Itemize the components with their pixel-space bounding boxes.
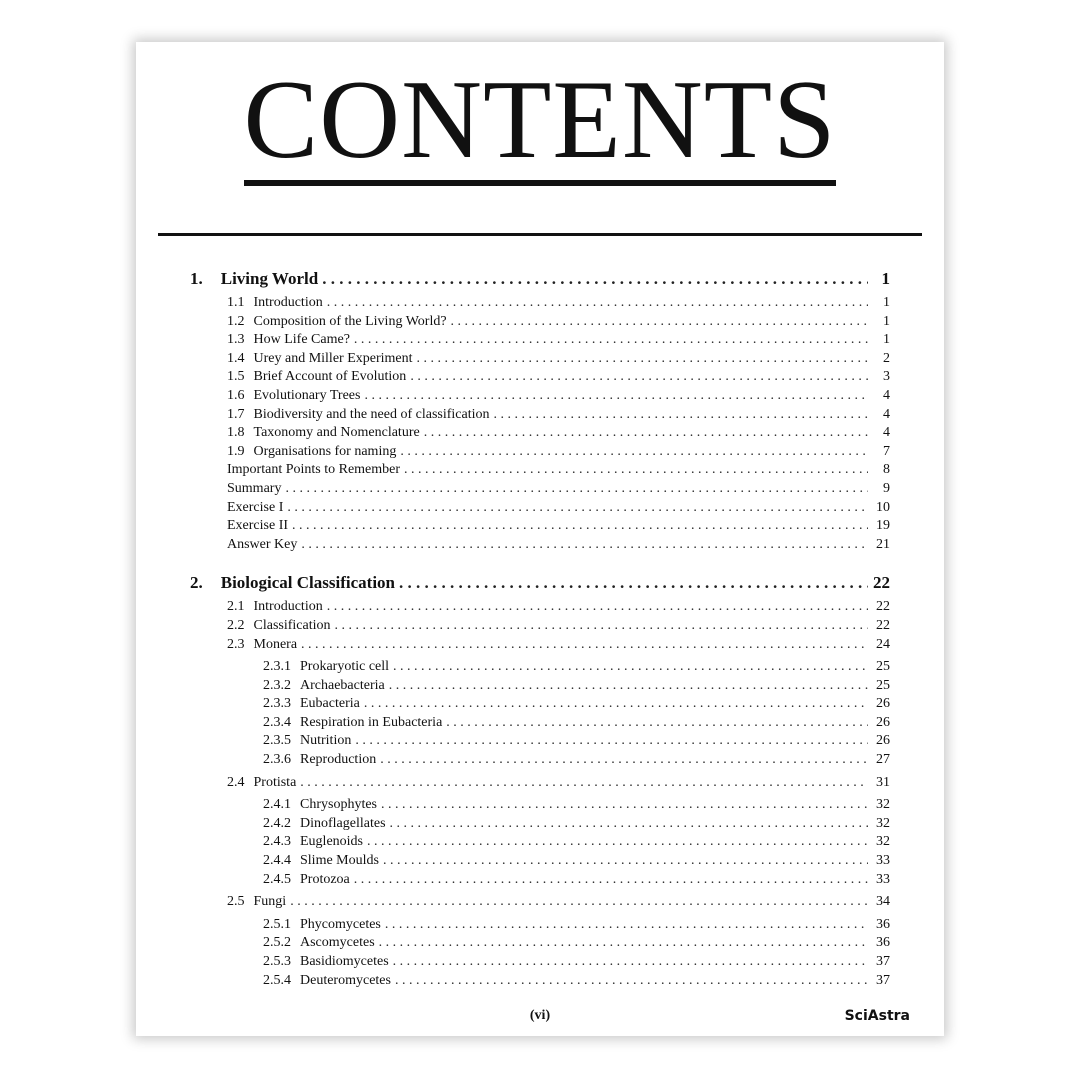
entry-page-number: 27 [876,752,890,768]
entry-label [227,499,283,518]
toc-section-entry[interactable] [190,313,890,332]
entry-title: Ascomycetes [300,935,375,951]
toc-section-entry[interactable] [190,893,890,912]
toc-section-entry[interactable] [190,617,890,636]
entry-title: Important Points to Remember [227,462,401,478]
entry-number: 2.4.4 [263,853,291,869]
entry-number: 2.4.1 [263,797,291,813]
entry-number: 2.3.1 [263,659,291,675]
entry-page-number: 7 [883,443,890,459]
entry-label [227,617,331,636]
dot-leader [410,368,868,387]
dot-leader [287,499,868,518]
entry-page-number: 26 [876,733,890,749]
entry-title: Euglenoids [300,834,363,850]
entry-page-number: 1 [881,269,890,288]
toc-section-entry[interactable] [190,443,890,462]
table-of-contents [190,264,890,994]
dot-leader [301,636,868,655]
entry-title: Phycomycetes [300,916,381,932]
entry-label [227,387,360,406]
entry-label [263,871,350,890]
entry-label [263,732,351,751]
toc-subsection-entry[interactable] [190,714,890,733]
toc-section-entry[interactable] [190,499,890,518]
entry-label [263,658,389,677]
entry-number: 2.3.5 [263,733,291,749]
entry-page-number: 22 [873,573,890,593]
entry-number: 2.4.5 [263,871,291,887]
dot-leader [451,313,868,332]
entry-number: 1.5 [227,369,245,385]
entry-page-number: 25 [876,659,890,675]
entry-number: 1.6 [227,387,245,403]
entry-label [263,953,389,972]
dot-leader [446,714,868,733]
toc-section-entry[interactable] [190,536,890,555]
entry-title: Summary [227,480,282,496]
entry-title: Brief Account of Evolution [253,369,407,385]
entry-page-number: 22 [876,617,890,633]
entry-title: Protozoa [300,871,350,887]
entry-number: 2.4.3 [263,834,291,850]
dot-leader [395,972,868,991]
dot-leader [300,774,868,793]
entry-page-number: 34 [876,894,890,910]
entry-page-number: 37 [876,954,890,969]
chapter-heading[interactable] [190,264,890,294]
dot-leader [354,331,868,350]
entry-page-number: 26 [876,696,890,712]
entry-page-number: 8 [883,462,890,478]
entry-label [263,695,360,714]
dot-leader [367,833,868,852]
toc-section-entry[interactable] [190,480,890,499]
dot-leader [364,387,868,406]
dot-leader [404,461,868,480]
entry-number: 1.8 [227,425,245,441]
dot-leader [322,264,868,294]
entry-label [227,331,350,350]
entry-title: Organisations for naming [253,443,397,459]
dot-leader [393,658,868,677]
dot-leader [285,480,868,499]
entry-title: Taxonomy and Nomenclature [253,425,420,441]
entry-page-number: 1 [883,313,890,329]
dot-leader [424,424,868,443]
entry-label [263,833,363,852]
entry-label [190,264,318,294]
entry-page-number: 4 [883,425,890,441]
toc-section-entry[interactable] [190,350,890,369]
dot-leader [390,815,868,834]
entry-page-number: 33 [876,871,890,887]
entry-number: 2.2 [227,617,245,633]
entry-page-number: 9 [883,480,890,496]
dot-leader [355,732,868,751]
entry-title: Prokaryotic cell [300,659,390,675]
entry-title: Fungi [253,894,287,910]
entry-title: Classification [253,617,331,633]
entry-number: 1.7 [227,406,245,422]
entry-label [263,796,377,815]
toc-subsection-entry[interactable] [190,815,890,834]
entry-page-number: 36 [876,935,890,951]
entry-label [263,852,379,871]
toc-subsection-entry[interactable] [190,953,890,972]
entry-page-number: 36 [876,916,890,932]
entry-title: Dinoflagellates [300,815,386,831]
entry-number: 2.4.2 [263,815,291,831]
entry-page-number: 4 [883,387,890,403]
entry-number: 1.2 [227,313,245,329]
entry-page-number: 2 [883,350,890,366]
dot-leader [399,568,868,598]
toc-section-entry[interactable] [190,774,890,793]
toc-section-entry[interactable] [190,331,890,350]
dot-leader [383,852,868,871]
entry-title: Answer Key [227,536,298,552]
toc-subsection-entry[interactable] [190,916,890,935]
toc-section-entry[interactable] [190,368,890,387]
entry-number: 2.1 [227,599,245,615]
entry-page-number: 1 [883,295,890,310]
entry-title: Chrysophytes [300,797,377,813]
toc-subsection-entry[interactable] [190,852,890,871]
entry-title: Evolutionary Trees [253,387,361,403]
entry-title: Protista [253,774,297,790]
toc-section-entry[interactable] [190,294,890,313]
entry-number: 2.5.2 [263,935,291,951]
entry-number: 2.4 [227,774,245,790]
entry-title: Biodiversity and the need of classification [253,406,490,422]
entry-label [190,568,395,598]
entry-title: Respiration in Eubacteria [300,714,443,730]
dot-leader [385,916,868,935]
entry-number: 2. [190,573,203,593]
toc-section-entry[interactable] [190,406,890,425]
entry-number: 1.3 [227,332,245,348]
entry-label [263,677,385,696]
entry-page-number: 19 [876,518,890,534]
entry-title: Monera [253,636,298,652]
entry-label [227,461,400,480]
entry-label [263,714,442,733]
spacer [190,990,890,994]
entry-number: 2.3.2 [263,677,291,693]
entry-number: 2.5.3 [263,954,291,969]
entry-number: 2.3.6 [263,752,291,768]
dot-leader [380,751,868,770]
entry-page-number: 26 [876,714,890,730]
entry-page-number: 32 [876,797,890,813]
toc-section-entry[interactable] [190,424,890,443]
toc-section-entry[interactable] [190,598,890,617]
entry-label [263,751,376,770]
dot-leader [327,598,868,617]
entry-label [227,313,447,332]
toc-subsection-entry[interactable] [190,833,890,852]
entry-number: 2.3.4 [263,714,291,730]
entry-page-number: 31 [876,774,890,790]
entry-title: Living World [220,269,319,288]
page-number: (vi) [529,1008,551,1023]
entry-page-number: 4 [883,406,890,422]
dot-leader [494,406,869,425]
entry-label [263,916,381,935]
entry-page-number: 32 [876,834,890,850]
dot-leader [389,677,868,696]
toc-subsection-entry[interactable] [190,972,890,991]
entry-label [227,536,297,555]
entry-label [227,424,420,443]
entry-label [227,517,288,536]
entry-number: 1.1 [227,295,245,310]
toc-subsection-entry[interactable] [190,732,890,751]
entry-number: 1.4 [227,350,245,366]
title-divider [158,233,922,236]
brand-logo-text: SciAstra [844,1008,910,1024]
spacer [190,554,890,568]
dot-leader [364,695,868,714]
entry-page-number: 37 [876,972,890,988]
entry-label [227,893,286,912]
entry-number: 2.3 [227,636,245,652]
entry-title: Basidiomycetes [300,954,389,969]
entry-page-number: 3 [883,369,890,385]
entry-page-number: 25 [876,677,890,693]
entry-label [227,350,413,369]
dot-leader [379,934,868,953]
entry-title: Introduction [253,599,323,615]
entry-title: Nutrition [300,733,352,749]
dot-leader [354,871,868,890]
toc-section-entry[interactable] [190,387,890,406]
toc-subsection-entry[interactable] [190,695,890,714]
entry-title: Reproduction [300,752,377,768]
dot-leader [301,536,868,555]
dot-leader [292,517,868,536]
entry-title: Slime Moulds [300,853,379,869]
document-page [136,42,944,1036]
toc-subsection-entry[interactable] [190,658,890,677]
dot-leader [381,796,868,815]
dot-leader [335,617,869,636]
toc-subsection-entry[interactable] [190,934,890,953]
entry-title: Biological Classification [220,573,395,593]
entry-page-number: 22 [876,599,890,615]
dot-leader [400,443,868,462]
entry-page-number: 33 [876,853,890,869]
entry-label [263,934,375,953]
entry-label [227,480,281,499]
entry-number: 2.5.1 [263,916,291,932]
entry-title: Introduction [253,295,323,310]
entry-title: Exercise II [227,518,289,534]
entry-title: Composition of the Living World? [253,313,447,329]
dot-leader [393,953,868,972]
entry-page-number: 1 [883,332,890,348]
dot-leader [327,294,868,313]
entry-page-number: 24 [876,636,890,652]
title-container [136,58,944,186]
toc-subsection-entry[interactable] [190,871,890,890]
entry-page-number: 10 [876,499,890,515]
entry-label [227,774,296,793]
entry-label [227,443,396,462]
entry-title: Urey and Miller Experiment [253,350,413,366]
entry-label [227,636,297,655]
entry-page-number: 21 [876,536,890,552]
entry-title: How Life Came? [253,332,350,348]
dot-leader [417,350,868,369]
entry-label [227,406,490,425]
toc-subsection-entry[interactable] [190,677,890,696]
entry-title: Exercise I [227,499,284,515]
page-title: CONTENTS [244,64,837,186]
chapter-heading[interactable] [190,568,890,598]
entry-label [263,815,386,834]
entry-title: Archaebacteria [300,677,385,693]
toc-subsection-entry[interactable] [190,751,890,770]
entry-title: Deuteromycetes [300,972,391,988]
entry-number: 2.5.4 [263,972,291,988]
entry-number: 2.3.3 [263,696,291,712]
entry-label [227,294,323,313]
entry-label [263,972,391,991]
entry-label [227,598,323,617]
toc-section-entry[interactable] [190,517,890,536]
entry-title: Eubacteria [300,696,360,712]
toc-subsection-entry[interactable] [190,796,890,815]
toc-section-entry[interactable] [190,636,890,655]
entry-page-number: 32 [876,815,890,831]
dot-leader [290,893,868,912]
toc-section-entry[interactable] [190,461,890,480]
entry-label [227,368,406,387]
entry-number: 1.9 [227,443,245,459]
entry-number: 1. [190,269,203,288]
entry-number: 2.5 [227,894,245,910]
